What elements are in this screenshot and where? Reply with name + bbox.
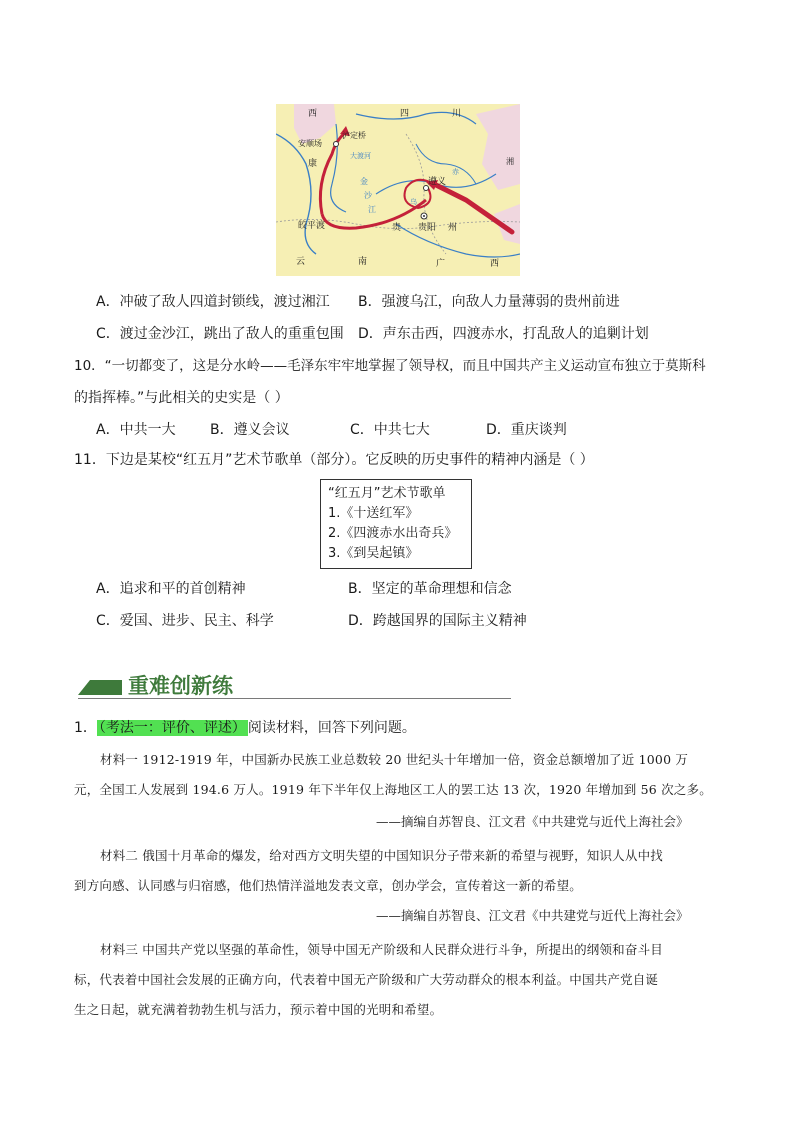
map-label: 金 — [360, 177, 368, 186]
material-1-line1: 材料一 1912-1919 年，中国新办民族工业总数较 20 世纪头十年增加一倍，资金总额增加了近 1000 万 — [100, 752, 689, 767]
material-1-source: ——摘编自苏智良、江文君《中共建党与近代上海社会》 — [376, 814, 689, 829]
map-label: 川 — [452, 109, 462, 119]
material-2-line2: 到方向感、认同感与归宿感，他们热情洋溢地发表文章，创办学会，宣传着这一新的希望。 — [74, 878, 583, 893]
song-list-box — [320, 479, 472, 569]
q10-option-a: A．中共一大 — [96, 422, 176, 438]
map-label: 江 — [368, 205, 376, 214]
q11-option-a: A．追求和平的首创精神 — [96, 581, 246, 597]
q9-option-c: C．渡过金沙江，跳出了敌人的重重包围 — [96, 326, 344, 342]
q10-stem-line1: 10．“一切都变了，这是分水岭——毛泽东牢牢地掌握了领导权，而且中国共产主义运动宣布独立于莫斯科 — [74, 358, 706, 374]
material-3-line1: 材料三 中国共产党以坚强的革命性，领导中国无产阶级和人民群众进行斗争，所提出的纲领和奋斗目 — [100, 942, 663, 957]
q10-option-c: C．中共七大 — [350, 422, 430, 438]
map-label: 湘 — [506, 157, 514, 166]
song-item: 1.《十送红军》 — [328, 506, 419, 521]
song-list-title: “红五月”艺术节歌单 — [328, 486, 446, 501]
q10-option-d: D．重庆谈判 — [486, 422, 567, 438]
map-label: 西 — [308, 109, 318, 119]
map-label: 贵阳 — [418, 223, 437, 233]
material-3-line3: 生之日起，就充满着勃勃生机与活力，预示着中国的光明和希望。 — [74, 1002, 443, 1017]
long-march-map — [276, 104, 520, 276]
map-label: 康 — [308, 159, 318, 169]
material-1-line2: 元，全国工人发展到 194.6 万人。1919 年下半年仅上海地区工人的罢工达 13 次，1920 年增加到 56 次之多。 — [74, 782, 712, 797]
q11-option-c: C．爱国、进步、民主、科学 — [96, 613, 274, 629]
map-label: 赤 — [452, 168, 459, 176]
city-marker — [423, 215, 425, 217]
q11-stem: 11．下边是某校“红五月”艺术节歌单（部分）。它反映的历史事件的精神内涵是（ ） — [74, 452, 594, 468]
map-label: 南 — [358, 257, 368, 267]
song-item: 3.《到吴起镇》 — [328, 546, 419, 561]
q10-option-b: B．遵义会议 — [210, 422, 290, 438]
section-title: 重难创新练 — [128, 674, 233, 698]
section-divider — [78, 698, 511, 699]
map-label: 广 — [436, 259, 446, 269]
q10-stem-line2: 的指挥棒。”与此相关的史实是（ ） — [74, 390, 289, 406]
q9-option-d: D．声东击西，四渡赤水，打乱敌人的追剿计划 — [358, 326, 649, 342]
song-item: 2.《四渡赤水出奇兵》 — [328, 526, 458, 541]
map-label: 州 — [448, 223, 458, 233]
q1-instruction: 阅读材料，回答下列问题。 — [247, 720, 416, 736]
map-label: 云 — [296, 257, 306, 267]
q11-option-b: B．坚定的革命理想和信念 — [348, 581, 512, 597]
map-label: 皎平渡 — [298, 221, 326, 231]
map-label: 大渡河 — [350, 152, 371, 160]
map-label: 四 — [400, 109, 410, 119]
q1-stem — [74, 718, 416, 738]
map-label: 乌 — [410, 198, 417, 206]
q1-method-tag: （考法一：评价、评述） — [98, 720, 246, 736]
q9-option-b: B．强渡乌江，向敌人力量薄弱的贵州前进 — [358, 294, 620, 310]
map-label: 泸定桥 — [342, 131, 366, 140]
q9-option-a: A．冲破了敌人四道封锁线，渡过湘江 — [96, 294, 330, 310]
map-label: 沙 — [364, 191, 372, 200]
map-label: 遵义 — [428, 177, 447, 187]
material-3-line2: 标，代表着中国社会发展的正确方向，代表着中国无产阶级和广大劳动群众的根本利益。中国共产党自诞 — [74, 972, 659, 987]
city-marker — [334, 142, 339, 147]
map-label: 西 — [490, 259, 500, 269]
q11-option-d: D．跨越国界的国际主义精神 — [348, 613, 527, 629]
map-label: 安顺场 — [298, 139, 322, 148]
q1-number: 1． — [74, 720, 97, 736]
section-accent-bar — [78, 680, 122, 695]
material-2-line1: 材料二 俄国十月革命的爆发，给对西方文明失望的中国知识分子带来新的希望与视野，知识人从中找 — [100, 848, 663, 863]
material-2-source: ——摘编自苏智良、江文君《中共建党与近代上海社会》 — [376, 908, 689, 923]
map-label: 贵 — [392, 223, 402, 233]
